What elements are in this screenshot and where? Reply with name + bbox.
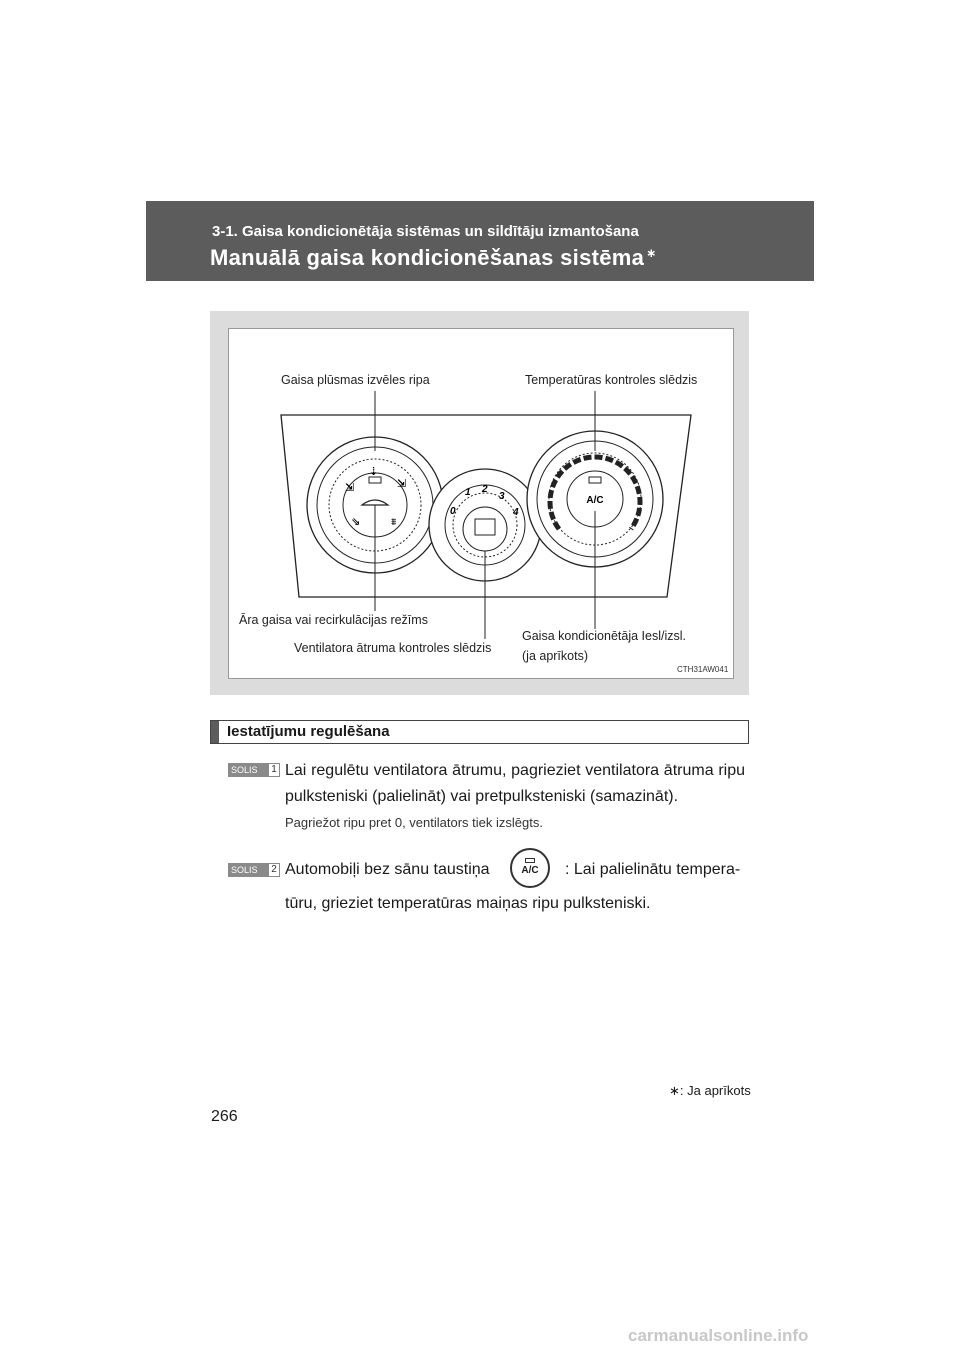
mode-icon-2: ⇣	[369, 466, 379, 478]
ac-button-label: A/C	[521, 865, 539, 876]
mode-icon-3: ⇲	[397, 478, 407, 490]
ac-button-icon	[510, 848, 550, 888]
section-title: 3-1. Gaisa kondicionētāja sistēmas un sildītāju izmantošana	[212, 223, 639, 240]
watermark: carmanualsonline.info	[628, 1326, 809, 1345]
step-2-tag: SOLIS	[228, 863, 268, 877]
footnote-mark: ∗	[669, 1083, 680, 1098]
label-temp-switch: Temperatūras kontroles slēdzis	[525, 373, 698, 387]
subsection-accent	[211, 721, 219, 743]
step-2-text-c: tūru, grieziet temperatūras maiņas ripu pulksteniski.	[285, 895, 651, 912]
fan-digit-1: 1	[465, 487, 471, 498]
step-2-text-b: : Lai palielinātu tempera-	[565, 861, 741, 878]
step-1-tag: SOLIS	[228, 763, 268, 777]
defrost-icon: ⩩	[391, 517, 397, 528]
subsection-title: Iestatījumu regulēšana	[227, 723, 390, 740]
subsection-header	[210, 720, 749, 744]
step-1-note: Pagriežot ripu pret 0, ventilators tiek izslēgts.	[285, 815, 543, 830]
step-2-text-a: Automobiļi bez sānu taustiņa	[285, 861, 490, 878]
fan-digit-4: 4	[513, 507, 519, 518]
page-title-asterisk: ∗	[646, 245, 657, 260]
figure-code: CTH31AW041	[677, 665, 729, 674]
label-outside-recirc: Āra gaisa vai recirkulācijas režīms	[239, 613, 428, 627]
step-1-text: Lai regulētu ventilatora ātrumu, pagrieziet ventilatora ātruma ripu pulksteniski (palielināt) vai pretpulksteniski (samazināt).	[285, 762, 745, 805]
mode-icon-4: ⇘	[351, 516, 361, 528]
label-airflow-dial: Gaisa plūsmas izvēles ripa	[281, 373, 430, 387]
label-ac-onoff: Gaisa kondicionētāja Iesl/izsl.	[522, 629, 686, 643]
fan-digit-0: 0	[450, 506, 456, 517]
mode-icon-1: ⇲	[345, 482, 355, 494]
step-2-number: 2	[268, 863, 280, 877]
step-1-marker	[228, 763, 280, 777]
step-1-number: 1	[268, 763, 280, 777]
fan-digit-2: 2	[482, 484, 488, 495]
fan-digit-3: 3	[499, 491, 505, 502]
page-number: 266	[211, 1108, 238, 1125]
step-2-marker	[228, 863, 280, 877]
footnote-text: : Ja aprīkots	[679, 1083, 751, 1098]
climate-control-figure	[228, 328, 734, 679]
label-fan-speed: Ventilatora ātruma kontroles slēdzis	[294, 641, 492, 655]
page-title-text: Manuālā gaisa kondicionēšanas sistēma	[210, 245, 645, 270]
page-title	[210, 245, 657, 271]
ac-button-indicator	[525, 858, 535, 863]
chapter-header	[146, 201, 814, 281]
ac-label: A/C	[586, 495, 604, 506]
footnote	[669, 1083, 751, 1099]
label-ac-equipped: (ja aprīkots)	[522, 649, 588, 663]
